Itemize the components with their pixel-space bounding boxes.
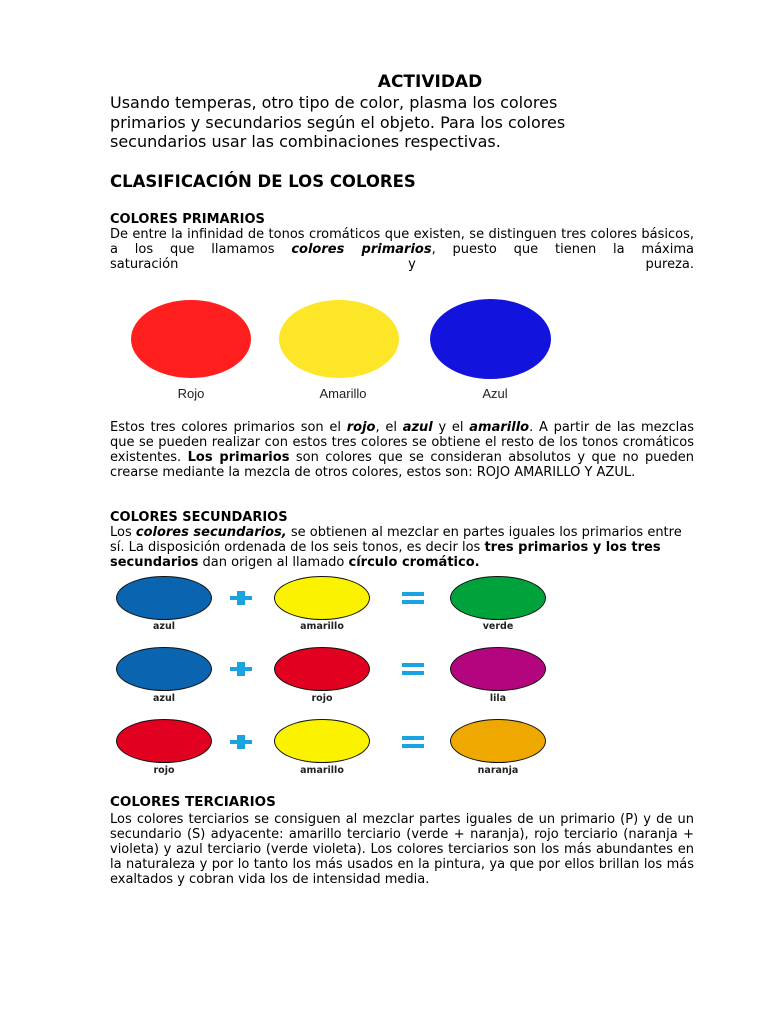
text-run: Los — [110, 525, 136, 540]
emphasis-tres-primarios: tres primarios y los tres secundarios — [110, 540, 661, 570]
mix3-b-label: amarillo — [300, 765, 344, 776]
equals-icon — [402, 736, 424, 748]
text-run: saturación y pureza. — [110, 257, 694, 272]
mix2-b-label: rojo — [311, 693, 333, 704]
page-title: ACTIVIDAD — [377, 72, 483, 92]
mix3-a-label: rojo — [153, 765, 175, 776]
label-rojo: Rojo — [177, 386, 205, 401]
mix3-result-ellipse — [450, 719, 546, 763]
paragraph-primarios-intro — [110, 227, 694, 272]
text-run: dan origen al llamado — [198, 555, 349, 570]
mix1-b-label: amarillo — [300, 621, 344, 632]
mix3-result-label: naranja — [477, 765, 519, 776]
activity-instructions: Usando temperas, otro tipo de color, plasma los colores primarios y secundarios según el objeto. Para los colores secundarios usar las combinaciones respectivas. — [110, 93, 566, 151]
heading-secundarios: COLORES SECUNDARIOS — [110, 510, 288, 525]
paragraph-terciarios: Los colores terciarios se consiguen al mezclar partes iguales de un primario (P) y de un secundario (S) adyacente: amarillo terciario (verde + naranja), rojo terciario (naranja + violeta) y azul terciario (verde violeta). Los colores terciarios son los más abundantes en la naturaleza y por lo tanto los más usados en la pintura, ya que por ellos brillan los más exaltados y cobran vida los de intensidad media. — [110, 812, 694, 887]
text-run: se obtienen al mezclar en partes iguales los primarios entre sí. La disposición ordenada de los seis tonos, es decir los — [110, 525, 682, 555]
equals-icon — [402, 663, 424, 675]
mix1-b-ellipse — [274, 576, 370, 620]
paragraph-secundarios — [110, 525, 694, 570]
mix1-a-ellipse — [116, 576, 212, 620]
text-run: , el — [375, 420, 403, 435]
mix2-result-label: lila — [489, 693, 507, 704]
plus-icon — [230, 735, 252, 749]
emphasis-azul: azul — [402, 420, 433, 435]
plus-icon — [230, 662, 252, 676]
mix2-a-label: azul — [153, 693, 175, 704]
emphasis-los-primarios: Los primarios — [187, 450, 290, 465]
text-run: , puesto que tienen la máxima — [431, 242, 694, 257]
mix2-a-ellipse — [116, 647, 212, 691]
paragraph-primarios-detail — [110, 420, 694, 480]
mix3-a-ellipse — [116, 719, 212, 763]
heading-terciarios: COLORES TERCIARIOS — [110, 794, 276, 810]
text-run: son colores que se consideran absolutos y que no pueden crearse mediante la mezcla de otros colores, estos son: ROJO AMARILLO Y AZUL. — [110, 450, 694, 480]
emphasis-colores-primarios: colores primarios — [291, 242, 432, 257]
section-title: CLASIFICACIÓN DE LOS COLORES — [110, 172, 416, 191]
emphasis-rojo: rojo — [346, 420, 376, 435]
heading-primarios: COLORES PRIMARIOS — [110, 212, 265, 227]
label-amarillo: Amarillo — [319, 386, 367, 401]
label-azul: Azul — [482, 386, 508, 401]
mix1-result-label: verde — [482, 621, 514, 632]
emphasis-circulo-cromatico: círculo cromático. — [348, 555, 480, 570]
red-ellipse — [131, 300, 251, 378]
emphasis-colores-secundarios: colores secundarios, — [135, 525, 287, 540]
blue-ellipse — [430, 299, 551, 379]
mix1-a-label: azul — [153, 621, 175, 632]
mix2-b-ellipse — [274, 647, 370, 691]
text-run: Estos tres colores primarios son el — [110, 420, 347, 435]
equals-icon — [402, 592, 424, 604]
yellow-ellipse — [279, 300, 399, 378]
text-run: y el — [432, 420, 470, 435]
text-run: De entre la infinidad de tonos cromáticos que existen, se distinguen tres colores básicos, a los que llamamos — [110, 227, 694, 257]
plus-icon — [230, 591, 252, 605]
mix1-result-ellipse — [450, 576, 546, 620]
text-run: . A partir de las mezclas que se pueden realizar con estos tres colores se obtiene el resto de los tonos cromáticos existentes. — [110, 420, 694, 465]
emphasis-amarillo: amarillo — [469, 420, 530, 435]
mix3-b-ellipse — [274, 719, 370, 763]
mix2-result-ellipse — [450, 647, 546, 691]
